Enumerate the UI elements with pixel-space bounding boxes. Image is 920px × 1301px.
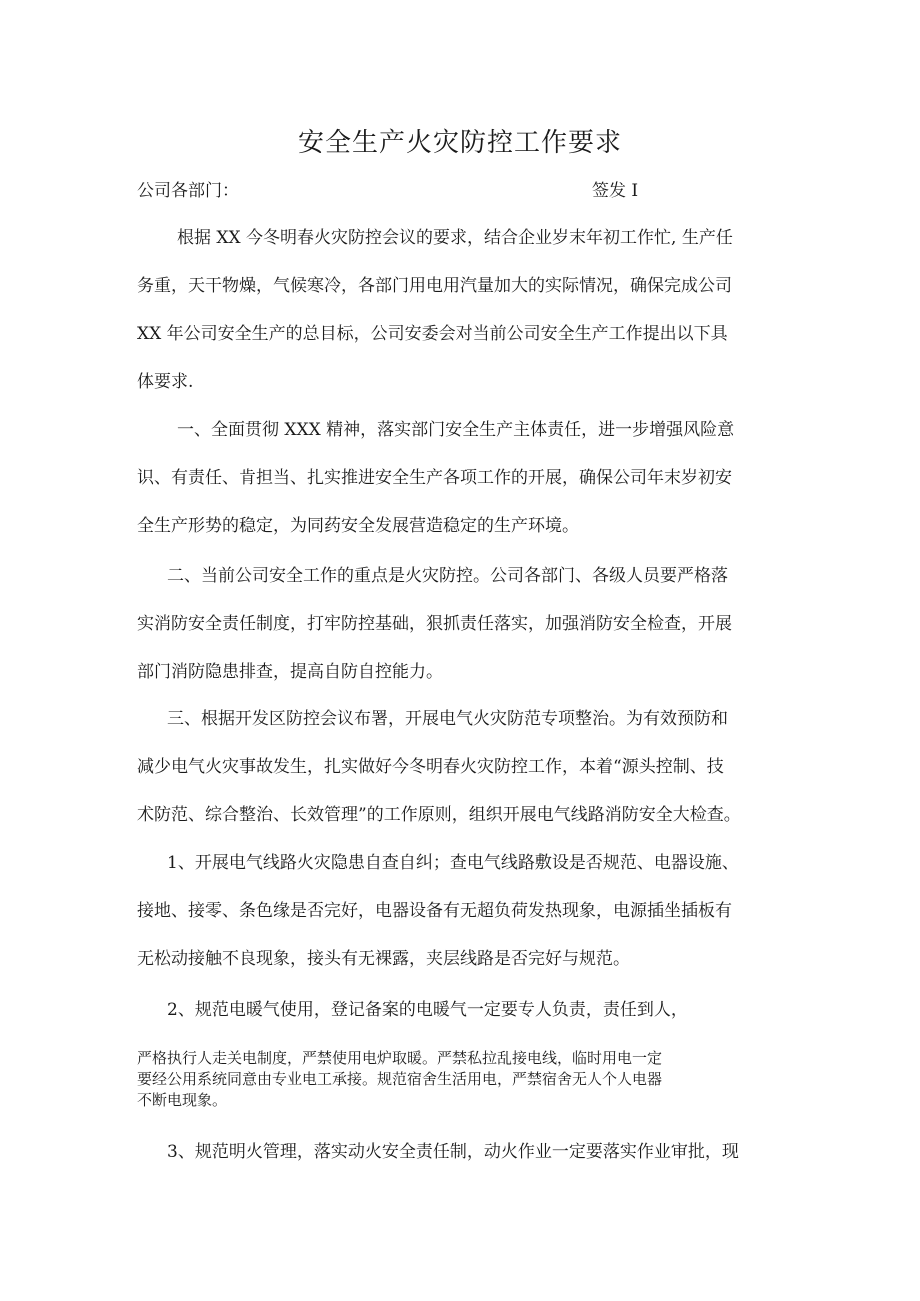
paragraph-item-1 <box>137 406 797 550</box>
issuer-label: 签发 I <box>592 181 639 201</box>
paragraph-intro <box>137 214 797 406</box>
paragraph-line: 实消防安全责任制度，打牢防控基础，狠抓责任落实，加强消防安全检查，开展 <box>137 614 732 634</box>
paragraph-line: XX 年公司安全生产的总目标，公司安委会对当前公司安全生产工作提出以下具 <box>137 324 728 344</box>
paragraph-line: 务重，天干物燥，气候寒冷，各部门用电用汽量加大的实际情况，确保完成公司 <box>137 276 732 296</box>
paragraph-line: 3、规范明火管理，落实动火安全责任制，动火作业一定要落实作业审批，现 <box>167 1142 739 1162</box>
paragraph-line: 二、当前公司安全工作的重点是火灾防控。公司各部门、各级人员要严格落 <box>167 566 728 586</box>
paragraph-item-3 <box>137 695 797 839</box>
document-title: 安全生产火灾防控工作要求 <box>297 128 622 158</box>
paragraph-line: 根据 XX 今冬明春火灾防控会议的要求，结合企业岁末年初工作忙, 生产任 <box>177 228 733 248</box>
paragraph-line: 部门消防隐患排查，提高自防自控能力。 <box>137 662 443 682</box>
paragraph-line: 三、根据开发区防控会议布署，开展电气火灾防范专项整治。为有效预防和 <box>167 709 728 729</box>
paragraph-subitem-2 <box>137 986 797 1034</box>
addressee: 公司各部门： <box>137 181 239 201</box>
paragraph-item-2 <box>137 552 797 696</box>
paragraph-subitem-1 <box>137 839 797 983</box>
paragraph-line: 1、开展电气线路火灾隐患自查自纠；查电气线路敷设是否规范、电器设施、 <box>167 853 739 873</box>
paragraph-line: 接地、接零、条色缘是否完好，电器设备有无超负荷发热现象，电源插坐插板有 <box>137 901 732 921</box>
paragraph-line: 术防范、综合整治、长效管理”的工作原则，组织开展电气线路消防安全大检查。 <box>137 805 741 825</box>
paragraph-subitem-3 <box>137 1128 797 1176</box>
paragraph-line: 无松动接触不良现象，接头有无裸露，夹层线路是否完好与规范。 <box>137 949 630 969</box>
paragraph-line: 全生产形势的稳定，为同药安全发展营造稳定的生产环境。 <box>137 516 579 536</box>
paragraph-line: 体要求. <box>137 372 194 392</box>
paragraph-subitem-2-continued <box>137 1048 797 1111</box>
paragraph-line: 严格执行人走关电制度，严禁使用电炉取暖。严禁私拉乱接电线，临时用电一定 <box>137 1049 663 1067</box>
paragraph-line: 要经公用系统同意由专业电工承接。规范宿舍生活用电，严禁宿舍无人个人电器 <box>137 1070 663 1088</box>
paragraph-line: 识、有责任、肯担当、扎实推进安全生产各项工作的开展，确保公司年末岁初安 <box>137 468 732 488</box>
paragraph-line: 减少电气火灾事故发生，扎实做好今冬明春火灾防控工作，本着“源头控制、技 <box>137 757 724 777</box>
paragraph-line: 2、规范电暖气使用，登记备案的电暖气一定要专人负责，责任到人， <box>167 1000 688 1020</box>
paragraph-line: 不断电现象。 <box>137 1091 228 1109</box>
paragraph-line: 一、全面贯彻 XXX 精神，落实部门安全生产主体责任，进一步增强风险意 <box>177 420 735 440</box>
